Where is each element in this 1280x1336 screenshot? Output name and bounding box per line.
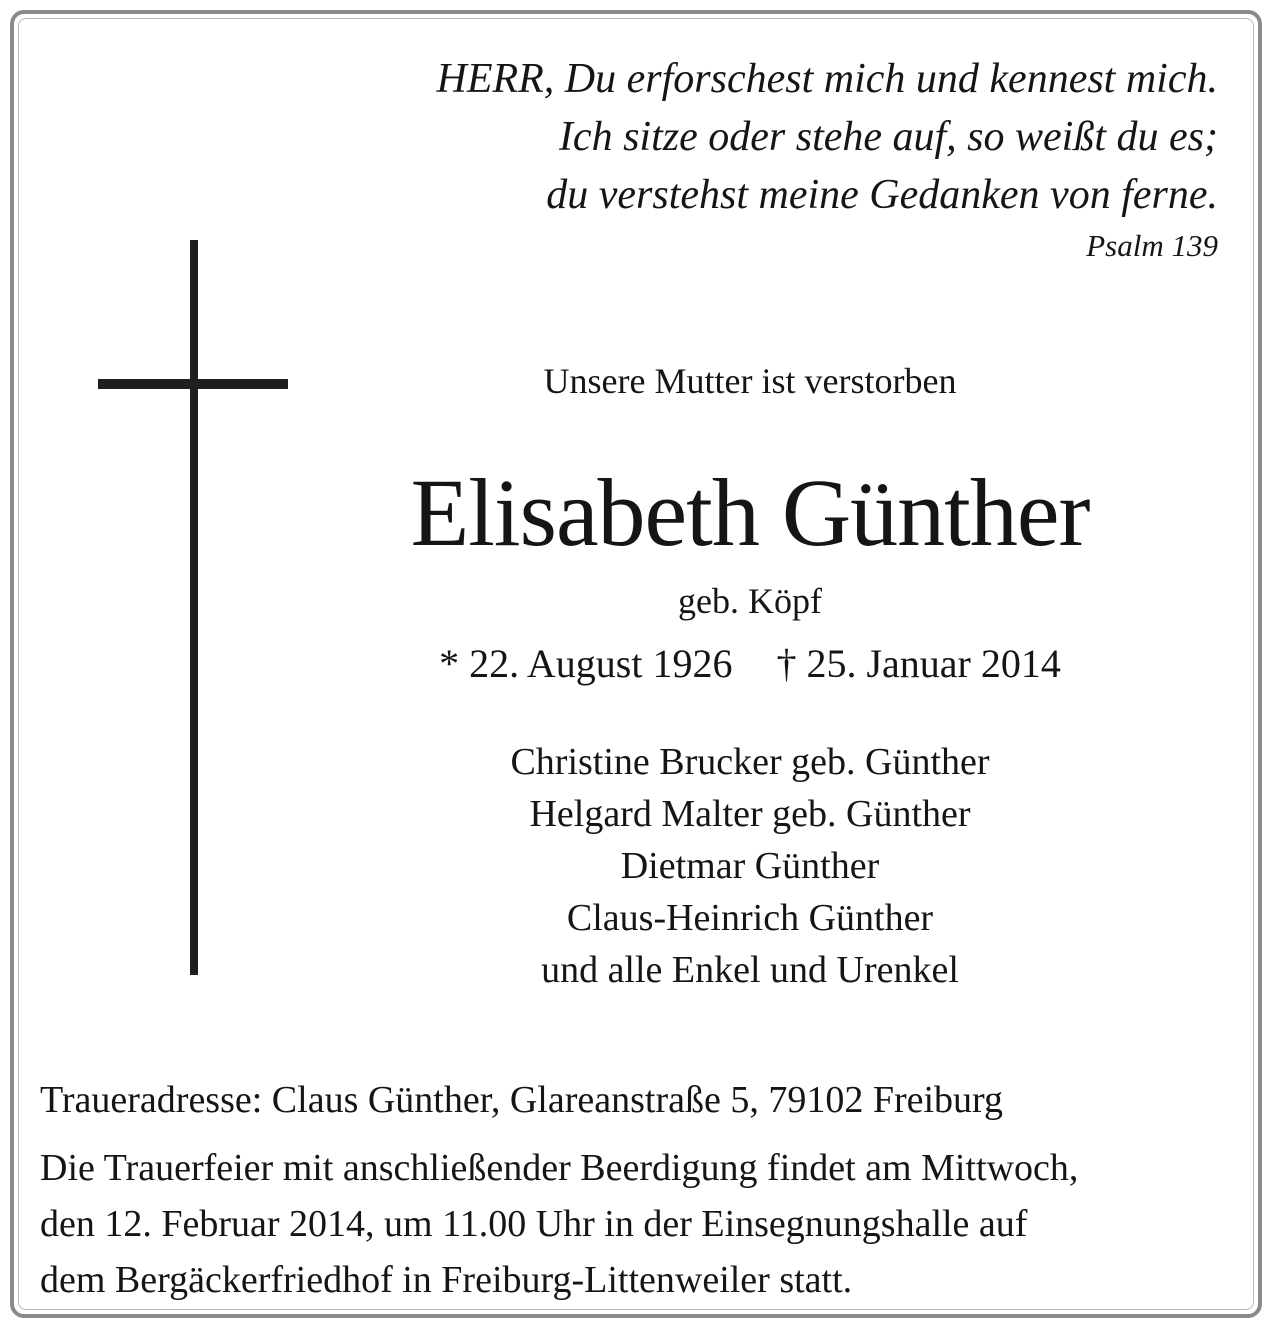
mourner-name: Christine Brucker geb. Günther [510, 741, 990, 783]
funeral-info-line: dem Bergäckerfriedhof in Freiburg-Littenweiler statt. [40, 1259, 853, 1301]
cross-icon-crossbar [98, 379, 288, 389]
mourning-address: Traueradresse: Claus Günther, Glareanstraße 5, 79102 Freiburg [40, 1079, 1004, 1121]
mourner-name: und alle Enkel und Urenkel [541, 949, 959, 991]
funeral-info-line: den 12. Februar 2014, um 11.00 Uhr in der Einsegnungshalle auf [40, 1203, 1028, 1245]
death-date: † 25. Januar 2014 [776, 641, 1061, 686]
verse-source: Psalm 139 [1086, 228, 1218, 263]
announcement-intro: Unsere Mutter ist verstorben [543, 361, 957, 401]
mourner-name: Claus-Heinrich Günther [566, 897, 934, 939]
verse-line: Ich sitze oder stehe auf, so weißt du es; [558, 114, 1218, 160]
life-dates [300, 640, 1200, 687]
maiden-name: geb. Köpf [678, 581, 822, 621]
bible-verse [437, 50, 1219, 224]
cross-icon [190, 240, 198, 975]
funeral-info [40, 1140, 1078, 1308]
mourner-name: Helgard Malter geb. Günther [529, 793, 971, 835]
deceased-name: Elisabeth Günther [410, 459, 1090, 566]
mourners-list [300, 736, 1200, 996]
funeral-info-line: Die Trauerfeier mit anschließender Beerdigung findet am Mittwoch, [40, 1147, 1079, 1189]
verse-line: HERR, Du erforschest mich und kennest mich. [436, 56, 1218, 102]
birth-date: * 22. August 1926 [439, 641, 733, 686]
verse-line: du verstehst meine Gedanken von ferne. [546, 172, 1218, 218]
mourner-name: Dietmar Günther [620, 845, 880, 887]
